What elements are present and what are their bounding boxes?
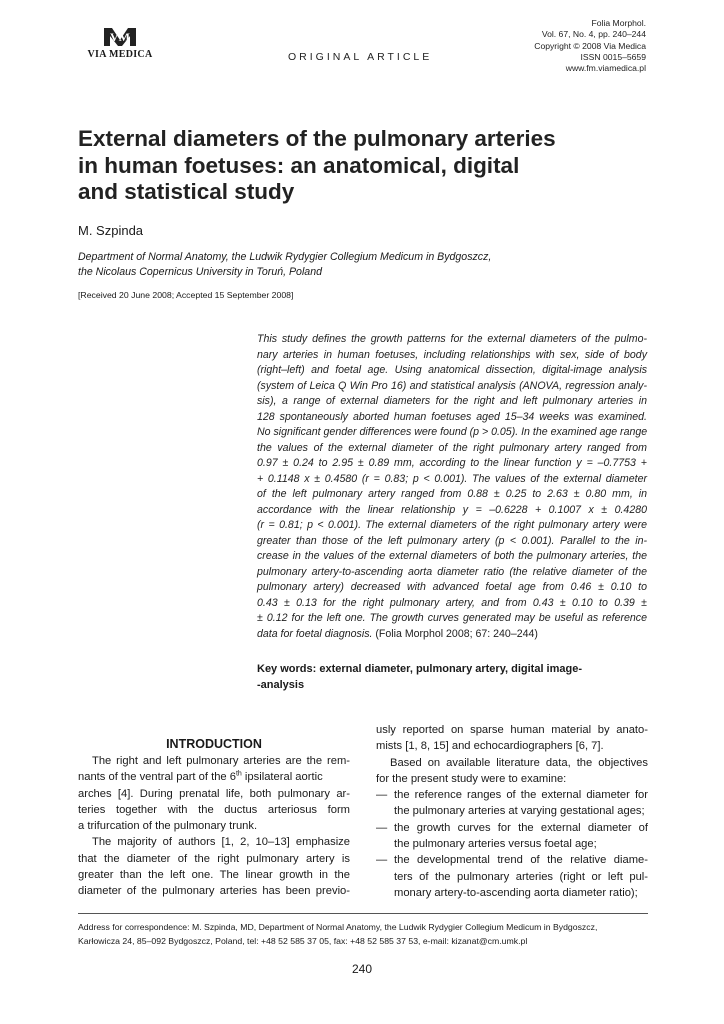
right-column — [376, 722, 648, 901]
abstract-line: 0.97 ± 0.24 to 2.95 ± 0.89 mm, according to the linear function y = –0.7753 + — [257, 457, 647, 469]
correspondence-footnote — [78, 921, 648, 948]
abstract-line: No significant gender differences were found (p > 0.05). In the examined age range — [257, 426, 648, 438]
abstract-line: 0.43 ± 0.13 for the right pulmonary artery, and from 0.43 ± 0.10 to 0.39 ± — [257, 596, 647, 609]
title-line: in human foetuses: an anatomical, digital — [78, 152, 520, 178]
objective-list-item — [376, 852, 648, 901]
abstract-line: crease in the values of the external diameters of both the pulmonary arteries, the — [257, 550, 647, 562]
list-line — [376, 852, 648, 868]
title-line: and statistical study — [78, 179, 295, 204]
body-line: The majority of authors [1, 2, 10–13] emphasize — [92, 836, 350, 849]
body-line: for the present study were to examine: — [376, 772, 567, 785]
abstract-line: nary arteries in human foetuses, including relationships with sex, side of body — [257, 348, 647, 361]
footnote-line: Karłowicza 24, 85–092 Bydgoszcz, Poland, tel: +48 52 585 37 05, fax: +48 52 585 37 53, e-mail: kizanat@cm.umk.pl — [78, 935, 528, 946]
journal-url[interactable]: www.fm.viamedica.pl — [565, 63, 646, 74]
footnote-line: Address for correspondence: M. Szpinda, MD, Department of Normal Anatomy, the Ludwik Rydygier Collegium Medicum in Bydgoszcz, — [78, 922, 598, 932]
list-text: the growth curves for the external diameter of — [394, 821, 648, 834]
affiliation-line: the Nicolaus Copernicus University in Toruń, Poland — [78, 266, 322, 278]
body-line: greater than the left one. The linear growth in the — [78, 869, 350, 882]
abstract-line: (r = 0.81; p < 0.001). The external diameters of the right pulmonary artery were — [257, 519, 647, 531]
objective-list-item — [376, 820, 648, 853]
dash-bullet: — — [376, 854, 388, 867]
abstract-line: ± 0.12 for the left one. The growth curves generated may be useful as reference — [257, 612, 647, 624]
abstract-line: accordance with the linear relationship y = –0.6228 + 0.1007 x ± 0.4280 — [257, 503, 647, 516]
title-line: External diameters of the pulmonary arteries — [78, 126, 556, 151]
abstract-line: of the left pulmonary artery ranged from 0.88 ± 0.25 to 2.63 ± 0.80 mm, in — [257, 488, 647, 500]
dash-bullet: — — [376, 789, 388, 802]
publisher-logo — [80, 26, 160, 60]
list-line — [376, 787, 648, 803]
journal-issn: ISSN 0015–5659 — [580, 51, 646, 62]
journal-volume: Vol. 67, No. 4, pp. 240–244 — [541, 29, 646, 40]
body-line: The right and left pulmonary arteries are the rem- — [92, 755, 350, 767]
abstract-line: the values of the external diameter of the right pulmonary artery ranged from — [257, 441, 647, 454]
abstract-line: sis), a range of external diameters for the right and left pulmonary arteries in — [257, 395, 647, 407]
article-type-label: ORIGINAL ARTICLE — [288, 51, 433, 63]
journal-name: Folia Morphol. — [591, 18, 646, 28]
body-line-with-superscript — [78, 769, 350, 785]
list-text: the developmental trend of the relative diame- — [394, 854, 648, 867]
abstract-line: 128 spontaneously aborted human foetuses aged 15–34 weeks was examined. — [257, 410, 647, 423]
body-line: teries together with the ductus arteriosus form — [78, 803, 350, 816]
keywords — [257, 662, 647, 693]
list-text: the reference ranges of the external diameter for — [394, 789, 648, 802]
left-column — [78, 735, 350, 900]
body-text: nants of the ventral part of the 6 — [78, 771, 236, 784]
keywords-line: Key words: external diameter, pulmonary artery, digital image- — [257, 663, 583, 675]
abstract-line: (right–left) and foetal age. Using anatomical dissection, digital-image analysis — [257, 364, 647, 376]
body-line: that the diameter of the right pulmonary artery is — [78, 852, 350, 865]
body-line: Based on available literature data, the objectives — [390, 756, 648, 769]
list-line — [376, 820, 648, 836]
received-dates: [Received 20 June 2008; Accepted 15 September 2008] — [78, 290, 294, 300]
journal-meta — [534, 18, 646, 74]
abstract-line: pulmonary artery) decreased with advanced foetal age from 0.46 ± 0.10 to — [257, 581, 647, 593]
abstract-citation: (Folia Morphol 2008; 67: 240–244) — [372, 627, 538, 640]
introduction-heading: INTRODUCTION — [166, 737, 262, 751]
list-line: monary artery-to-ascending aorta diameter ratio); — [394, 886, 638, 899]
author-name: M. Szpinda — [78, 223, 144, 238]
abstract-last-line — [257, 627, 647, 643]
abstract-line: This study defines the growth patterns for the external diameters of the pulmo- — [257, 333, 647, 345]
body-line: a trifurcation of the pulmonary trunk. — [78, 820, 258, 833]
affiliation — [78, 250, 638, 280]
abstract-line: + 0.1148 x ± 0.4580 (r = 0.83; p < 0.001). The values of the external diameter — [257, 472, 647, 485]
footnote-divider — [78, 913, 648, 914]
body-line: mists [1, 8, 15] and echocardiographers [6, 7]. — [376, 740, 604, 753]
abstract-line: greater than those of the left pulmonary artery (p < 0.001). Parallel to the in- — [257, 534, 647, 547]
abstract-line: pulmonary artery-to-ascending aorta diameter ratio (the relative diameter of the — [257, 565, 647, 578]
affiliation-line: Department of Normal Anatomy, the Ludwik Rydygier Collegium Medicum in Bydgoszcz, — [78, 251, 492, 263]
page-number: 240 — [351, 962, 373, 976]
article-title — [78, 126, 658, 206]
logo-mark-text: VM — [110, 30, 130, 44]
abstract-line: (system of Leica Q Win Pro 16) and statistical analysis (ANOVA, regression analy- — [257, 379, 647, 392]
list-line: the pulmonary arteries at varying gestational ages; — [394, 805, 645, 818]
journal-copyright: Copyright © 2008 Via Medica — [534, 40, 646, 51]
body-line: arches [4]. During prenatal life, both pulmonary ar- — [78, 787, 350, 800]
abstract-line: data for foetal diagnosis. — [257, 627, 373, 640]
list-line: ters of the pulmonary arteries (right or left pul- — [394, 870, 648, 883]
body-line: usly reported on sparse human material by anato- — [376, 724, 648, 736]
publisher-name: VIA MEDICA — [87, 49, 153, 60]
superscript: th — [235, 770, 242, 778]
body-text: ipsilateral aortic — [241, 771, 323, 784]
body-line: diameter of the pulmonary arteries has been previo- — [78, 885, 350, 898]
list-line: the pulmonary arteries versus foetal age; — [394, 838, 597, 851]
abstract — [257, 332, 647, 642]
objective-list-item — [376, 787, 648, 820]
vm-logo-icon — [102, 26, 138, 48]
keywords-line: -analysis — [257, 678, 305, 691]
dash-bullet: — — [376, 821, 388, 834]
